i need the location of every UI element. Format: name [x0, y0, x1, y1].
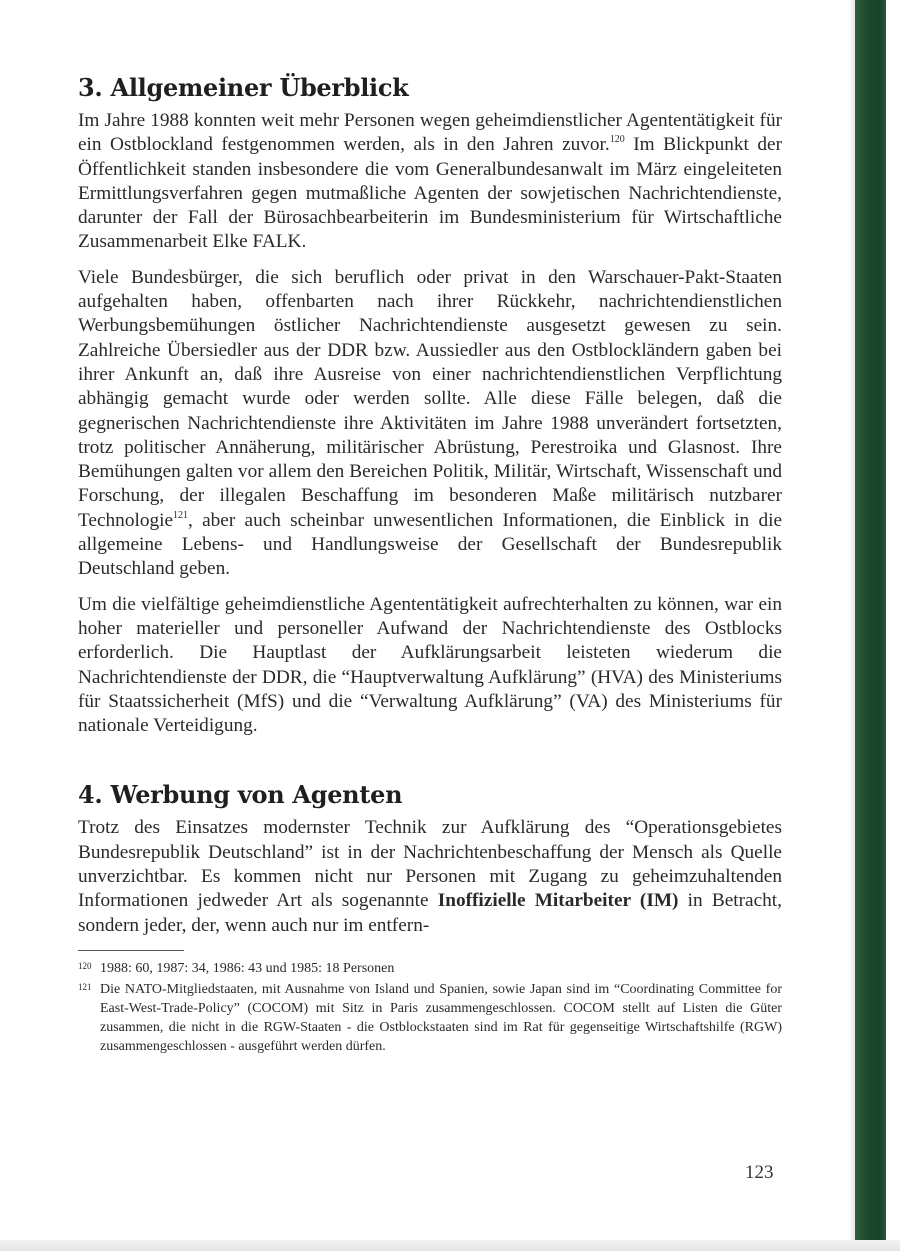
- paragraph: Um die vielfältige geheimdienstliche Agententätigkeit aufrechterhalten zu können, war ein hoher materieller und personeller Aufwand der Nachrichtendienste des Ostblocks erforderlich. Die Hauptlast der Aufklärungsarbeit leisteten wiederum die Nachrichtendienste der DDR, die “Hauptverwaltung Aufklärung” (HVA) des Ministeriums für Staatssicherheit (MfS) und die “Verwaltung Aufklärung” (VA) des Ministeriums für nationale Verteidigung.: [78, 593, 782, 737]
- section-4: [78, 779, 782, 937]
- bold-term: Inoffizielle Mitarbeiter (IM): [437, 890, 679, 912]
- page-content: [78, 72, 782, 1058]
- footnote-ref[interactable]: 121: [173, 509, 189, 521]
- page-number: 123: [745, 1162, 774, 1183]
- footnotes: [78, 959, 782, 1056]
- paragraph: Viele Bundesbürger, die sich beruflich oder privat in den Warschauer-Pakt-Staaten aufgehalten haben, offenbarten nach ihrer Rückkehr, nachrichtendienstlichen Werbungsbemühungen östlicher Nachrichtendienste ausgesetzt gewesen zu sein. Zahlreiche Übersiedler aus der DDR bzw. Aussiedler aus den Ostblockländern gaben bei ihrer Ankunft an, daß ihre Ausreise von einer nachrichtendienstlichen Verpflichtung abhängig gemacht wurde oder werden sollte. Alle diese Fälle belegen, daß die gegnerischen Nachrichtendienste ihre Aktivitäten im Jahre 1988 unverändert fortsetzten, trotz politischer Annäherung, militärischer Abrüstung, Perestroika und Glasnost. Ihre Bemühungen galten vor allem den Bereichen Politik, Militär, Wirtschaft, Wissenschaft und Forschung, der illegalen Beschaffung im besonderen Maße militärisch nutzbarer Technologie$^{121}$, aber auch scheinbar unwesentlichen Informationen, die Einblick in die allgemeine Lebens- und Handlungsweise der Gesellschaft der Bundesrepublik Deutschland geben.: [78, 266, 782, 580]
- footnote-number: 120: [78, 960, 92, 971]
- scan-bottom-edge: [0, 1240, 900, 1251]
- footnote: 120 1988: 60, 1987: 34, 1986: 43 und 1985: 18 Personen: [78, 959, 782, 978]
- section-heading: 3. Allgemeiner Überblick: [78, 73, 409, 102]
- paragraph: Im Jahre 1988 konnten weit mehr Personen wegen geheimdienstlicher Agententätigkeit für ein Ostblockland festgenommen werden, als in den Jahren zuvor.$^{120}$ Im Blickpunkt der Öffentlichkeit standen insbesondere die vom Generalbundesanwalt im März eingeleiteten Ermittlungsverfahren gegen mutmaßliche Agenten der sowjetischen Nachrichtendienste, darunter der Fall der Bürosachbearbeiterin im Bundesministerium für Wirtschaftliche Zusammenarbeit Elke FALK.: [78, 110, 782, 253]
- footnote-divider: [78, 950, 184, 951]
- section-heading: 4. Werbung von Agenten: [78, 780, 403, 810]
- section-3: [78, 72, 782, 738]
- footnote: 121 Die NATO-Mitgliedstaaten, mit Ausnahme von Island und Spanien, sowie Japan sind im “Coordinating Committee for East-West-Trade-Policy” (COCOM) mit Sitz in Paris zusammengeschlossen. COCOM stellt auf Listen die Güter zusammen, die nicht in die RGW-Staaten - die Ostblockstaaten sind im Rat für gegenseitige Wirtschaftshilfe (RGW) zusammengeschlossen - ausgeführt werden dürfen.: [78, 980, 782, 1056]
- footnote-ref[interactable]: 120: [609, 134, 625, 146]
- footnote-number: 121: [78, 981, 92, 992]
- paragraph: Trotz des Einsatzes modernster Technik zur Aufklärung des “Operationsgebietes Bundesrepublik Deutschland” ist in der Nachrichtenbeschaffung der Mensch als Quelle unverzichtbar. Es kommen nicht nur Personen mit Zugang zu geheimzuhaltenden Informationen jedweder Art als sogenannte Inoffizielle Mitarbeiter (IM) in Betracht, sondern jeder, der, wenn auch nur im entfern-: [78, 817, 782, 936]
- book-edge-green: [855, 0, 886, 1240]
